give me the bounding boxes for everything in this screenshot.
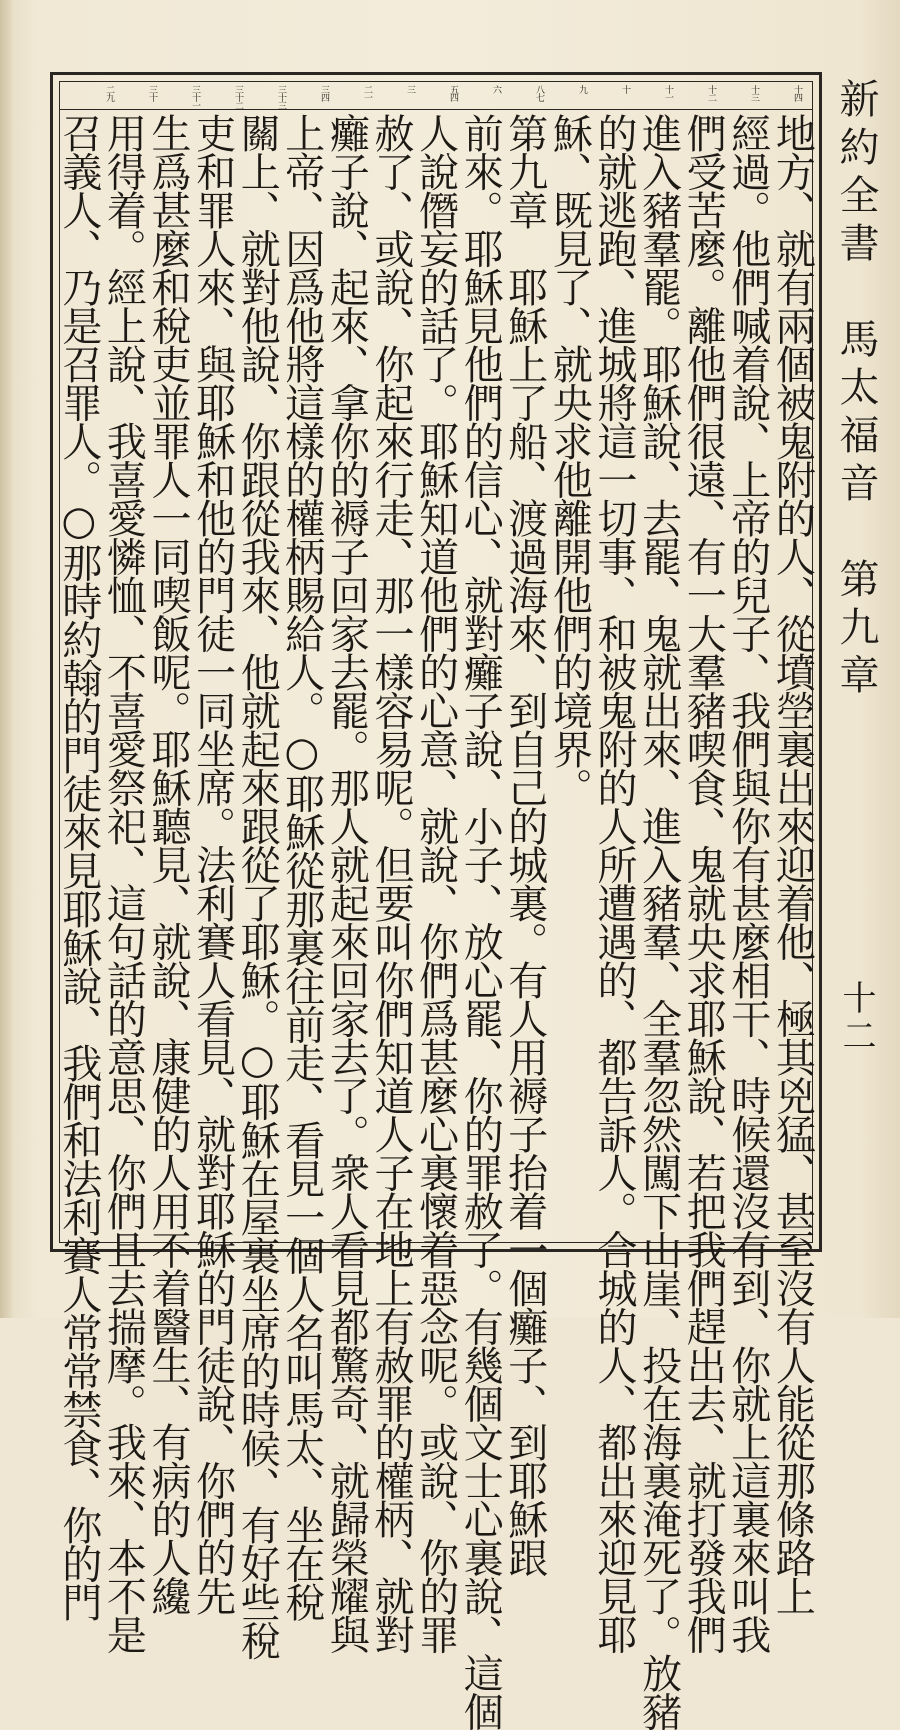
verse-number: 八七 [534,85,544,101]
text-column: 赦了、或說、你起來行走、那一樣容易呢。但要叫你們知道人子在地上有赦罪的權柄、就對 [368,113,414,1653]
verse-number: 九 [577,85,587,93]
text-column: 的就逃跑、進城將這一切事、和被鬼附的人所遭遇的、都告訴人。合城的人、都出來迎見耶 [591,113,637,1653]
text-frame [50,72,822,1730]
binding-seam [0,0,14,1318]
text-column: 穌、既見了、就央求他離開他們的境界。 [546,113,593,806]
page-number: 十二 [836,980,876,1056]
running-head [828,78,884,718]
verse-number: 三十 [147,85,157,101]
verse-number-strip [59,81,813,110]
verse-number: 二九 [104,85,114,101]
text-column: 召義人、乃是召罪人。○那時約翰的門徒來見耶穌說、我們和法利賽人常常禁食、你的門 [55,113,102,1621]
text-column: 進入豬羣罷。耶穌說、去罷、鬼就出來、進入豬羣、全羣忽然闖下山崖、投在海裏淹死了。放豬 [635,113,682,1730]
text-column: 生爲甚麼和稅吏並罪人一同喫飯呢。耶穌聽見、就說、康健的人用不着醫生、有病的人纔 [145,113,191,1615]
text-column: 人說僭妄的話了。耶穌知道他們的心意、就說、你們爲甚麼心裏懷着惡念呢。或說、你的罪 [412,113,459,1653]
text-column: 地方、就有兩個被鬼附的人、從墳塋裏出來迎着他、極其兇猛、甚至沒有人能從那條路上 [769,113,816,1615]
verse-number: 三十一 [190,85,200,109]
verse-number: 十二 [706,85,716,101]
text-column: 前來。耶穌見他們的信心、就對癱子說、小子、放心罷、你的罪赦了。有幾個文士心裏說、這個 [457,113,504,1730]
verse-number: 十 [620,85,630,93]
text-body [55,113,816,1730]
verse-number: 十一 [663,85,673,101]
text-column: 們受苦麼。離他們很遠、有一大羣豬喫食、鬼就央求耶穌說、若把我們趕出去、就打發我們 [680,113,727,1653]
verse-number: 三十二 [233,85,243,109]
verse-number: 三四 [319,85,329,101]
verse-number: 三 [405,85,415,93]
running-head-title: 新約全書 [833,78,879,270]
text-column: 癱子說、起來、拿你的褥子回家去罷。那人就起來回家去了。衆人看見都驚奇、就歸榮耀與 [323,113,370,1653]
text-column: 用得着。經上說、我喜愛憐恤、不喜愛祭祀、這句話的意思、你們且去揣摩。我來、本不是 [100,113,147,1653]
text-column: 經過。他們喊着說、上帝的兒子、我們與你有甚麼相干、時候還沒有到、你就上這裏來叫我 [724,113,771,1653]
text-column: 上帝、因爲他將這樣的權柄賜給人。○耶穌從那裏往前走、看見一個人名叫馬太、坐在稅 [278,113,325,1621]
running-head-chapter: 第九章 [833,558,879,702]
text-column: 關上、就對他說、你跟從我來、他就起來跟從了耶穌。○耶穌在屋裏坐席的時候、有好些稅 [234,113,281,1659]
verse-number: 十三 [749,85,759,101]
verse-number: 十四 [792,85,802,101]
text-column: 第九章 耶穌上了船、渡過海來、到自己的城裏。有人用褥子抬着一個癱子、到耶穌跟 [501,113,548,1576]
verse-number: 三十三 [276,85,286,109]
verse-number: 五四 [448,85,458,101]
text-column: 吏和罪人來、與耶穌和他的門徒一同坐席。法利賽人看見、就對耶穌的門徒說、你們的先 [189,113,236,1615]
running-head-book: 馬太福音 [833,318,879,510]
verse-number: 六 [491,85,501,93]
verse-number: 二一 [362,85,372,101]
